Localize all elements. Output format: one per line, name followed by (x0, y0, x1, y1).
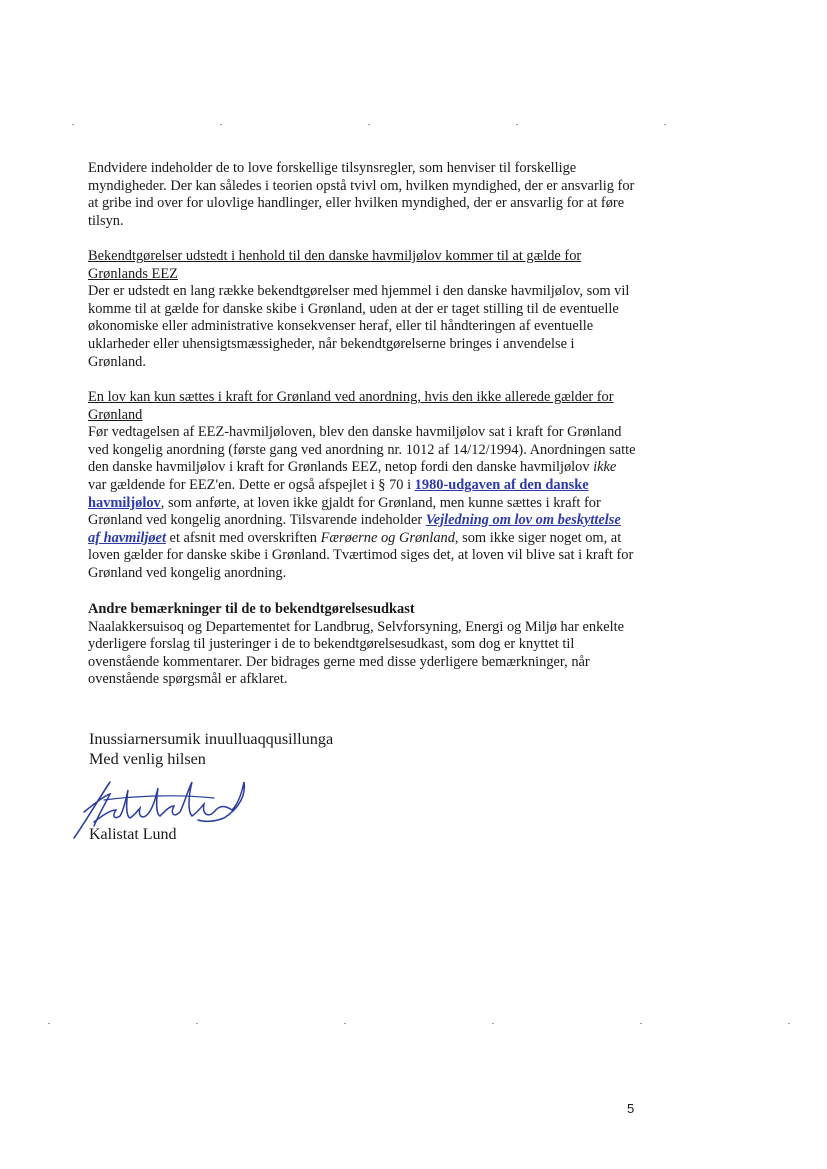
section-heading: Bekendtgørelser udstedt i henhold til den danske havmiljølov kommer til at gælde for Grønlands EEZ (88, 248, 582, 282)
scan-speck (492, 1023, 494, 1024)
havmiljolov-1980-link[interactable]: 1980-udgaven af den danske havmiljølov (88, 476, 589, 511)
scan-speck (344, 1023, 346, 1024)
section-body: Der er udstedt en lang række bekendtgørelser med hjemmel i den danske havmiljølov, som vil komme til at gælde for danske skibe i Grønland, uden at der er taget stilling til de eventuelle økonomiske eller administrative konsekvenser heraf, eller til håndteringen af eventuelle uklarheder eller uhensigtsmæssigheder, når bekendtgørelserne bringes i anvendelse i Grønland. (88, 283, 630, 370)
section-andre-bemaerkninger (88, 601, 636, 689)
scan-speck (664, 124, 666, 125)
section-heading: Andre bemærkninger til de to bekendtgørelsesudkast (88, 601, 415, 617)
scan-speck (516, 124, 518, 125)
page-number: 5 (627, 1101, 635, 1116)
scan-speck (220, 124, 222, 125)
section-text: Før vedtagelsen af EEZ-havmiljøloven, blev den danske havmiljølov sat i kraft for Grønland ved kongelig anordning (første gang ved anordning nr. 1012 af 14/12/1994). Anordningen satte den danske havmiljølov i kraft for Grønlands EEZ, netop fordi den danske havmiljølov (88, 424, 636, 476)
scan-speck (640, 1023, 642, 1024)
closing-greeting-danish: Med venlig hilsen (89, 750, 206, 768)
vejledning-link[interactable]: Vejledning om lov om beskyttelse af havmiljøet (88, 512, 621, 546)
closing-greeting-kalaallisut: Inussiarnersumik inuulluaqqusillunga (89, 730, 334, 748)
emphasis-ikke: ikke (593, 459, 617, 476)
section-body: Naalakkersuisoq og Departementet for Landbrug, Selvforsyning, Energi og Miljø har enkelte yderligere forslag til justeringer i de to bekendtgørelsesudkast, som dog er knyttet til ovenstående kommentarer. Der bidrages gerne med disse yderligere bemærkninger, når ovenstående spørgsmål er afklaret. (88, 618, 625, 688)
section-text: et afsnit med overskriften (165, 529, 321, 546)
scan-speck (368, 124, 370, 125)
section-anordning (88, 389, 636, 583)
section-text: , som anførte, at loven ikke gjaldt for Grønland, men kunne sættes i kraft for Grønland ved kongelig anordning. Tilsvarende indeholder (88, 494, 601, 529)
scan-speck (788, 1023, 790, 1024)
section-text: var gældende for EEZ'en. Dette er også afspejlet i § 70 i (88, 476, 415, 493)
section-heading: En lov kan kun sættes i kraft for Grønland ved anordning, hvis den ikke allerede gælder for Grønland (88, 389, 614, 423)
intro-paragraph: Endvidere indeholder de to love forskellige tilsynsregler, som henviser til forskellige myndigheder. Der kan således i teorien opstå tvivl om, hvilken myndighed, der er ansvarlig for at gribe ind over for ulovlige handlinger, eller hvilken myndighed, der er ansvarlig for at føre tilsyn. (88, 160, 635, 229)
section-havmiljolov-bekendtgorelser (88, 248, 636, 371)
scan-speck (196, 1023, 198, 1024)
signatory-name: Kalistat Lund (89, 826, 177, 843)
section-text: , som ikke siger noget om, at loven gælder for danske skibe i Grønland. Tværtimod siges det, at loven vil blive sat i kraft for Grønland ved kongelig anordning. (88, 529, 634, 581)
scan-speck (48, 1023, 50, 1024)
scan-speck (72, 124, 74, 125)
emphasis-faeroerne-groenland: Færøerne og Grønland (320, 529, 455, 546)
